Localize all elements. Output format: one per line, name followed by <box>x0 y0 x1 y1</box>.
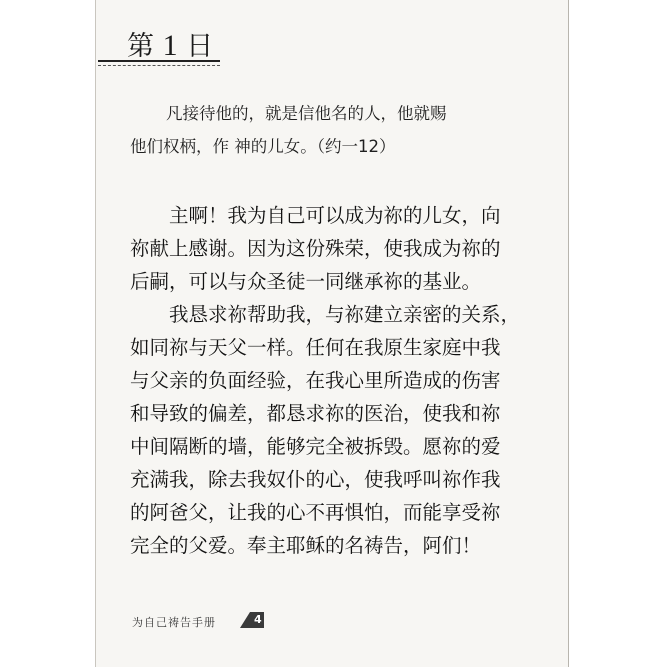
page-left-edge <box>95 0 96 667</box>
verse-line: 凡接待他的，就是信他名的人，他就赐 <box>166 104 447 123</box>
prayer-line: 与父亲的负面经验，在我心里所造成的伤害 <box>130 369 501 392</box>
prayer-line: 我恳求祢帮助我，与祢建立亲密的关系， <box>169 303 521 326</box>
prayer-line: 祢献上感谢。因为这份殊荣，使我成为祢的 <box>130 237 501 260</box>
prayer-line: 充满我，除去我奴仆的心，使我呼叫祢作我 <box>130 468 501 491</box>
prayer-line: 后嗣，可以与众圣徒一同继承祢的基业。 <box>130 270 482 293</box>
heading-underline <box>98 60 220 62</box>
page-right-edge <box>568 0 569 667</box>
prayer-line: 和导致的偏差，都恳求祢的医治，使我和祢 <box>130 402 501 425</box>
day-heading-prefix: 第 <box>127 31 154 62</box>
heading-dashed-underline <box>98 65 220 66</box>
prayer-line: 中间隔断的墙，能够完全被拆毁。愿祢的爱 <box>130 435 501 458</box>
book-title-footer: 为自己祷告手册 <box>132 616 216 629</box>
prayer-line: 完全的父爱。奉主耶稣的名祷告，阿们！ <box>130 534 482 557</box>
day-heading-number: 1 <box>162 29 178 62</box>
prayer-line: 主啊！我为自己可以成为祢的儿女，向 <box>169 204 501 227</box>
scripture-verse <box>130 97 520 163</box>
day-heading-suffix: 日 <box>186 31 214 62</box>
verse-line: 他们权柄，作 神的儿女。（约一12） <box>130 137 396 156</box>
prayer-text <box>130 199 530 562</box>
page-number: 4 <box>254 613 262 626</box>
prayer-line: 的阿爸父，让我的心不再惧怕，而能享受祢 <box>130 501 501 524</box>
prayer-line: 如同祢与天父一样。任何在我原生家庭中我 <box>130 336 501 359</box>
day-heading <box>127 29 213 64</box>
